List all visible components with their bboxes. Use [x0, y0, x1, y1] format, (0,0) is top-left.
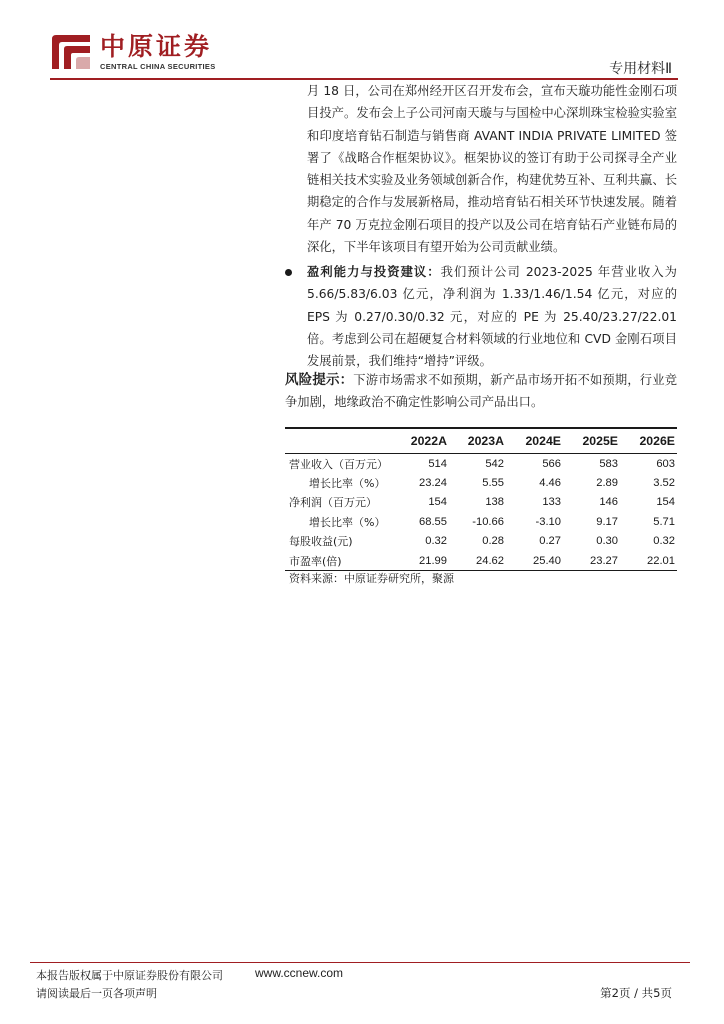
table-header-cell: 2025E [563, 428, 620, 454]
table-cell: 9.17 [596, 515, 618, 528]
table-header-row [285, 428, 677, 454]
table-cell: 3.52 [653, 477, 675, 490]
table-cell: 603 [656, 457, 675, 470]
table-header-cell: 2022A [397, 428, 449, 454]
table-cell: -10.66 [472, 515, 504, 528]
risk-paragraph [285, 369, 677, 414]
intro-paragraph: 月 18 日，公司在郑州经开区召开发布会，宣布天璇功能性金刚石项目投产。发布会上子公司河南天璇与与国检中心深圳珠宝检验实验室和印度培育钻石制造与销售商 AVANT INDIA PRIVATE LIMITED 签署了《战略合作框架协议》。框架协议的签订有助于公司探寻全产业链相关技术实验及业务领域创新合作，构建优势互补、互利共赢、长期稳定的合作与发展新格局，推动培育钻石相关环节快速发展。随着年产 70 万克拉金刚石项目的投产以及公司在培育钻石产业链布局的深化，下半年该项目有望开始为公司贡献业绩。 [307, 84, 677, 255]
footer-copyright: 本报告版权属于中原证券股份有限公司 [36, 969, 223, 982]
bullet-icon [285, 269, 292, 276]
table-cell: 22.01 [620, 551, 677, 571]
row-label: 市盈率(倍) [285, 551, 397, 571]
footer-website-link[interactable]: www.ccnew.com [255, 966, 344, 980]
table-cell: -3.10 [535, 515, 561, 528]
row-label: 每股收益(元) [289, 535, 353, 549]
table-cell: 5.71 [653, 515, 675, 528]
table-cell: 133 [542, 496, 561, 509]
table-cell: 566 [542, 457, 561, 470]
table-cell: 5.55 [482, 477, 504, 490]
table-row [285, 493, 677, 512]
company-logo-text: 中原证券 [100, 32, 213, 61]
company-logo-english: CENTRAL CHINA SECURITIES [100, 62, 216, 71]
table-cell: 0.28 [482, 535, 504, 548]
table-header-cell [285, 428, 397, 454]
table-cell: 25.40 [506, 551, 563, 571]
table-cell: 542 [485, 457, 504, 470]
row-label: 增长比率（%） [309, 477, 386, 491]
table-header-cell: 2023A [449, 428, 506, 454]
financial-forecast-table [285, 427, 677, 571]
row-label: 营业收入（百万元） [289, 457, 388, 471]
table-cell: 154 [656, 496, 675, 509]
risk-text: 下游市场需求不如预期，新产品市场开拓不如预期，行业竞争加剧，地缘政治不确定性影响公司产品出口。 [285, 373, 677, 410]
profit-forecast-paragraph [307, 261, 677, 372]
table-header-cell: 2026E [620, 428, 677, 454]
table-row [285, 512, 677, 531]
row-label: 净利润（百万元） [289, 496, 377, 510]
table-cell: 0.27 [539, 535, 561, 548]
central-china-securities-logo-icon [50, 33, 92, 71]
table-row [285, 532, 677, 551]
footer-disclaimer-note: 请阅读最后一页各项声明 [36, 987, 157, 1000]
table-cell: 2.89 [596, 477, 618, 490]
table-cell: 24.62 [449, 551, 506, 571]
profit-forecast-text: 我们预计公司 2023-2025 年营业收入为 5.66/5.83/6.03 亿元，净利润为 1.33/1.46/1.54 亿元，对应的 EPS 为 0.27/0.30/0.32 元，对应的 PE 为 25.40/23.27/22.01 倍。考虑到公司在超硬复合材料领域的行业地位和 CVD 金刚石项目发展前景，我们维持“增持”评级。 [307, 265, 677, 369]
table-cell: 0.30 [596, 535, 618, 548]
table-cell: 21.99 [397, 551, 449, 571]
report-type-label: 专用材料Ⅱ [609, 61, 672, 77]
row-label: 增长比率（%） [309, 515, 386, 529]
table-cell: 4.46 [539, 477, 561, 490]
page-header [0, 0, 724, 80]
table-row [285, 473, 677, 492]
table-row [285, 551, 677, 571]
table-row [285, 454, 677, 474]
profit-forecast-title: 盈利能力与投资建议： [307, 265, 441, 279]
footer-divider [30, 962, 690, 963]
table-cell: 514 [428, 457, 447, 470]
table-source-note: 资料来源：中原证券研究所，聚源 [289, 572, 454, 585]
table-cell: 154 [428, 496, 447, 509]
table-cell: 0.32 [425, 535, 447, 548]
table-header-cell: 2024E [506, 428, 563, 454]
table-cell: 583 [599, 457, 618, 470]
risk-title: 风险提示： [285, 372, 354, 388]
table-cell: 23.24 [419, 477, 447, 490]
page-number: 第2页 / 共5页 [600, 986, 672, 1000]
table-cell: 23.27 [563, 551, 620, 571]
table-cell: 68.55 [419, 515, 447, 528]
table-cell: 0.32 [653, 535, 675, 548]
table-cell: 138 [485, 496, 504, 509]
table-cell: 146 [599, 496, 618, 509]
